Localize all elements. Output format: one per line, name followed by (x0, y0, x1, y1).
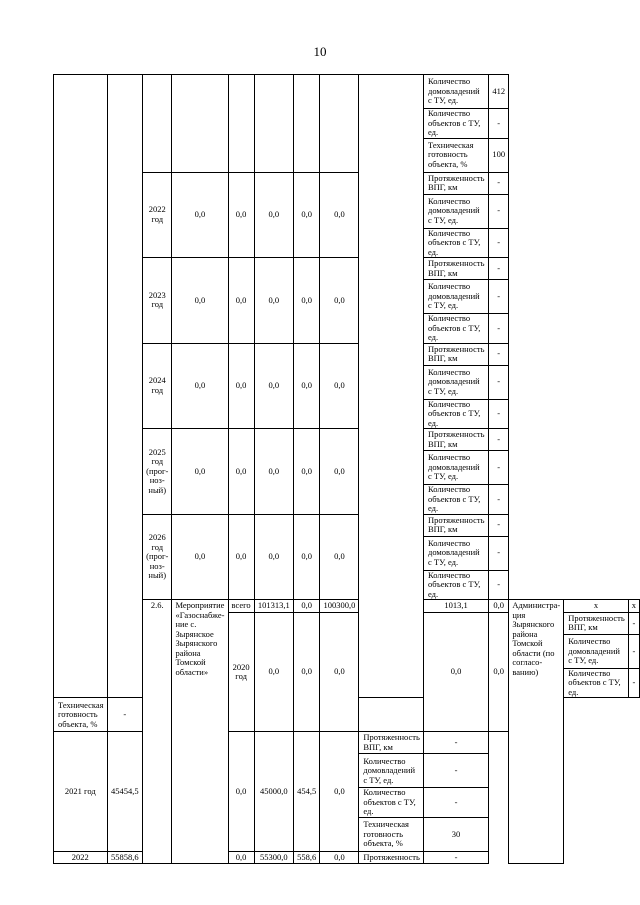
indicator-name: Техническая готовность объекта, % (424, 138, 489, 172)
value-cell: 0,0 (228, 851, 254, 864)
name-cell-continued (107, 75, 142, 698)
indicator-name: Протяженность ВПГ, км (424, 258, 489, 280)
indicator-value: - (489, 514, 509, 536)
value-cell: 0,0 (228, 429, 254, 515)
indicator-value: - (628, 668, 639, 698)
value-cell: 55300,0 (254, 851, 293, 864)
indicator-value: - (424, 732, 489, 754)
indicator-name: Техническая готовность объекта, % (359, 817, 424, 851)
value-cell: 55858,6 (107, 851, 142, 864)
value-cell: 0,0 (293, 343, 320, 429)
value-cell: 0,0 (424, 612, 489, 732)
item-number: 2.6. (143, 600, 172, 864)
indicator-value: - (489, 485, 509, 515)
indicator-name: Протяженность ВПГ, км (424, 343, 489, 365)
value-cell: 0,0 (293, 429, 320, 515)
executor-cell: Администра-ция Зырянского района Томской области (по согласо-ванию) (509, 600, 564, 864)
indicator-name: Количество объектов с ТУ, ед. (424, 570, 489, 600)
indicator-value: - (424, 851, 489, 864)
value-cell: 0,0 (489, 600, 509, 613)
value-cell: 0,0 (320, 851, 359, 864)
indicator-name: Количество домовладений с ТУ, ед. (424, 194, 489, 228)
indicator-value: - (489, 172, 509, 194)
indicator-name: Протяженность ВПГ, км (424, 514, 489, 536)
page-number: 10 (313, 44, 327, 59)
value-cell: 558,6 (293, 851, 320, 864)
indicator-value: - (628, 612, 639, 634)
indicator-name: Количество объектов с ТУ, ед. (424, 228, 489, 258)
indicator-name: Техническая готовность объекта, % (54, 698, 108, 732)
num-cell-continued (54, 75, 108, 698)
value-cell: 0,0 (293, 612, 320, 732)
value-cell: 0,0 (320, 612, 359, 732)
value-cell: 0,0 (293, 258, 320, 344)
year-cell: 2021 год (54, 732, 108, 852)
value-cell: 0,0 (293, 514, 320, 600)
year-cell: 2025 год (прог-ноз-ный) (143, 429, 172, 515)
value-cell: 0,0 (228, 514, 254, 600)
indicator-name: Количество домовладений с ТУ, ед. (424, 451, 489, 485)
value-cell: 0,0 (172, 258, 228, 344)
value-cell: 0,0 (293, 600, 320, 613)
indicator-name: Протяженность ВПГ, км (424, 429, 489, 451)
indicator-name: Количество домовладений с ТУ, ед. (424, 365, 489, 399)
value-cell: 0,0 (320, 172, 359, 258)
indicator-value: 100 (489, 138, 509, 172)
executor-cell-continued (359, 75, 424, 698)
year-cell: 2023 год (143, 258, 172, 344)
indicator-name: Количество объектов с ТУ, ед. (424, 314, 489, 344)
indicator-name: Количество объектов с ТУ, ед. (424, 109, 489, 139)
value-cell: 0,0 (172, 343, 228, 429)
indicator-name: Количество домовладений с ТУ, ед. (424, 280, 489, 314)
indicator-name: Количество домовладений с ТУ, ед. (424, 75, 489, 109)
item-name: Мероприятие «Газоснабже-ние с. Зырянское Зырянского района Томской области» (172, 600, 228, 864)
indicator-value: - (489, 399, 509, 429)
value-cell: 0,0 (228, 732, 254, 852)
indicator-value: - (424, 788, 489, 818)
value-cell: 1013,1 (424, 600, 489, 613)
indicator-name: Количество домовладений с ТУ, ед. (359, 754, 424, 788)
value-cell: 0,0 (254, 429, 293, 515)
indicator-name: x (564, 600, 629, 613)
value-cell: 0,0 (254, 612, 293, 732)
indicator-value: - (489, 570, 509, 600)
year-cell: 2022 (54, 851, 108, 864)
value-cell: 0,0 (320, 732, 359, 852)
value-cell: 0,0 (320, 343, 359, 429)
value-cell: 0,0 (254, 172, 293, 258)
value-cell: 0,0 (320, 429, 359, 515)
indicator-name: Количество домовладений с ТУ, ед. (564, 634, 629, 668)
year-cell: 2024 год (143, 343, 172, 429)
indicator-value: - (489, 429, 509, 451)
value-cell: 0,0 (228, 258, 254, 344)
indicator-value: 30 (424, 817, 489, 851)
year-cell-continued (143, 75, 172, 173)
year-cell: 2022 год (143, 172, 172, 258)
value-cell: 0,0 (293, 172, 320, 258)
indicator-value: 412 (489, 75, 509, 109)
value-cell: 0,0 (228, 172, 254, 258)
indicator-value: - (489, 451, 509, 485)
value-cell: 0,0 (254, 343, 293, 429)
indicator-value: - (489, 109, 509, 139)
indicator-value: - (107, 698, 142, 732)
year-cell: всего (228, 600, 254, 613)
indicator-name: Количество объектов с ТУ, ед. (359, 788, 424, 818)
indicator-value: - (489, 258, 509, 280)
indicator-name: Количество объектов с ТУ, ед. (424, 485, 489, 515)
indicator-value: - (489, 228, 509, 258)
indicator-value: x (628, 600, 639, 613)
value-cell: 0,0 (172, 429, 228, 515)
value-cell: 100300,0 (320, 600, 359, 613)
value-cell: 0,0 (254, 514, 293, 600)
year-cell: 2020 год (228, 612, 254, 732)
value-cell: 0,0 (228, 343, 254, 429)
value-cell: 0,0 (320, 258, 359, 344)
value-cell: 0,0 (254, 258, 293, 344)
value-cell: 0,0 (320, 514, 359, 600)
value-cell: 0,0 (489, 612, 509, 732)
indicator-value: - (628, 634, 639, 668)
indicator-name: Количество объектов с ТУ, ед. (564, 668, 629, 698)
value-cell: 454,5 (293, 732, 320, 852)
value-cell: 0,0 (172, 514, 228, 600)
indicator-value: - (489, 343, 509, 365)
indicator-name: Протяженность ВПГ, км (359, 732, 424, 754)
program-table (53, 74, 640, 864)
indicator-name: Протяженность ВПГ, км (424, 172, 489, 194)
value-cell: 45454,5 (107, 732, 142, 852)
indicator-value: - (489, 194, 509, 228)
indicator-name: Протяженность (359, 851, 424, 864)
indicator-value: - (489, 536, 509, 570)
indicator-name: Протяженность ВПГ, км (564, 612, 629, 634)
indicator-value: - (424, 754, 489, 788)
indicator-value: - (489, 365, 509, 399)
value-cell: 45000,0 (254, 732, 293, 852)
indicator-name: Количество домовладений с ТУ, ед. (424, 536, 489, 570)
value-cell: 0,0 (172, 172, 228, 258)
indicator-value: - (489, 280, 509, 314)
indicator-value: - (489, 314, 509, 344)
year-cell: 2026 год (прог-ноз-ный) (143, 514, 172, 600)
value-cell: 101313,1 (254, 600, 293, 613)
indicator-name: Количество объектов с ТУ, ед. (424, 399, 489, 429)
